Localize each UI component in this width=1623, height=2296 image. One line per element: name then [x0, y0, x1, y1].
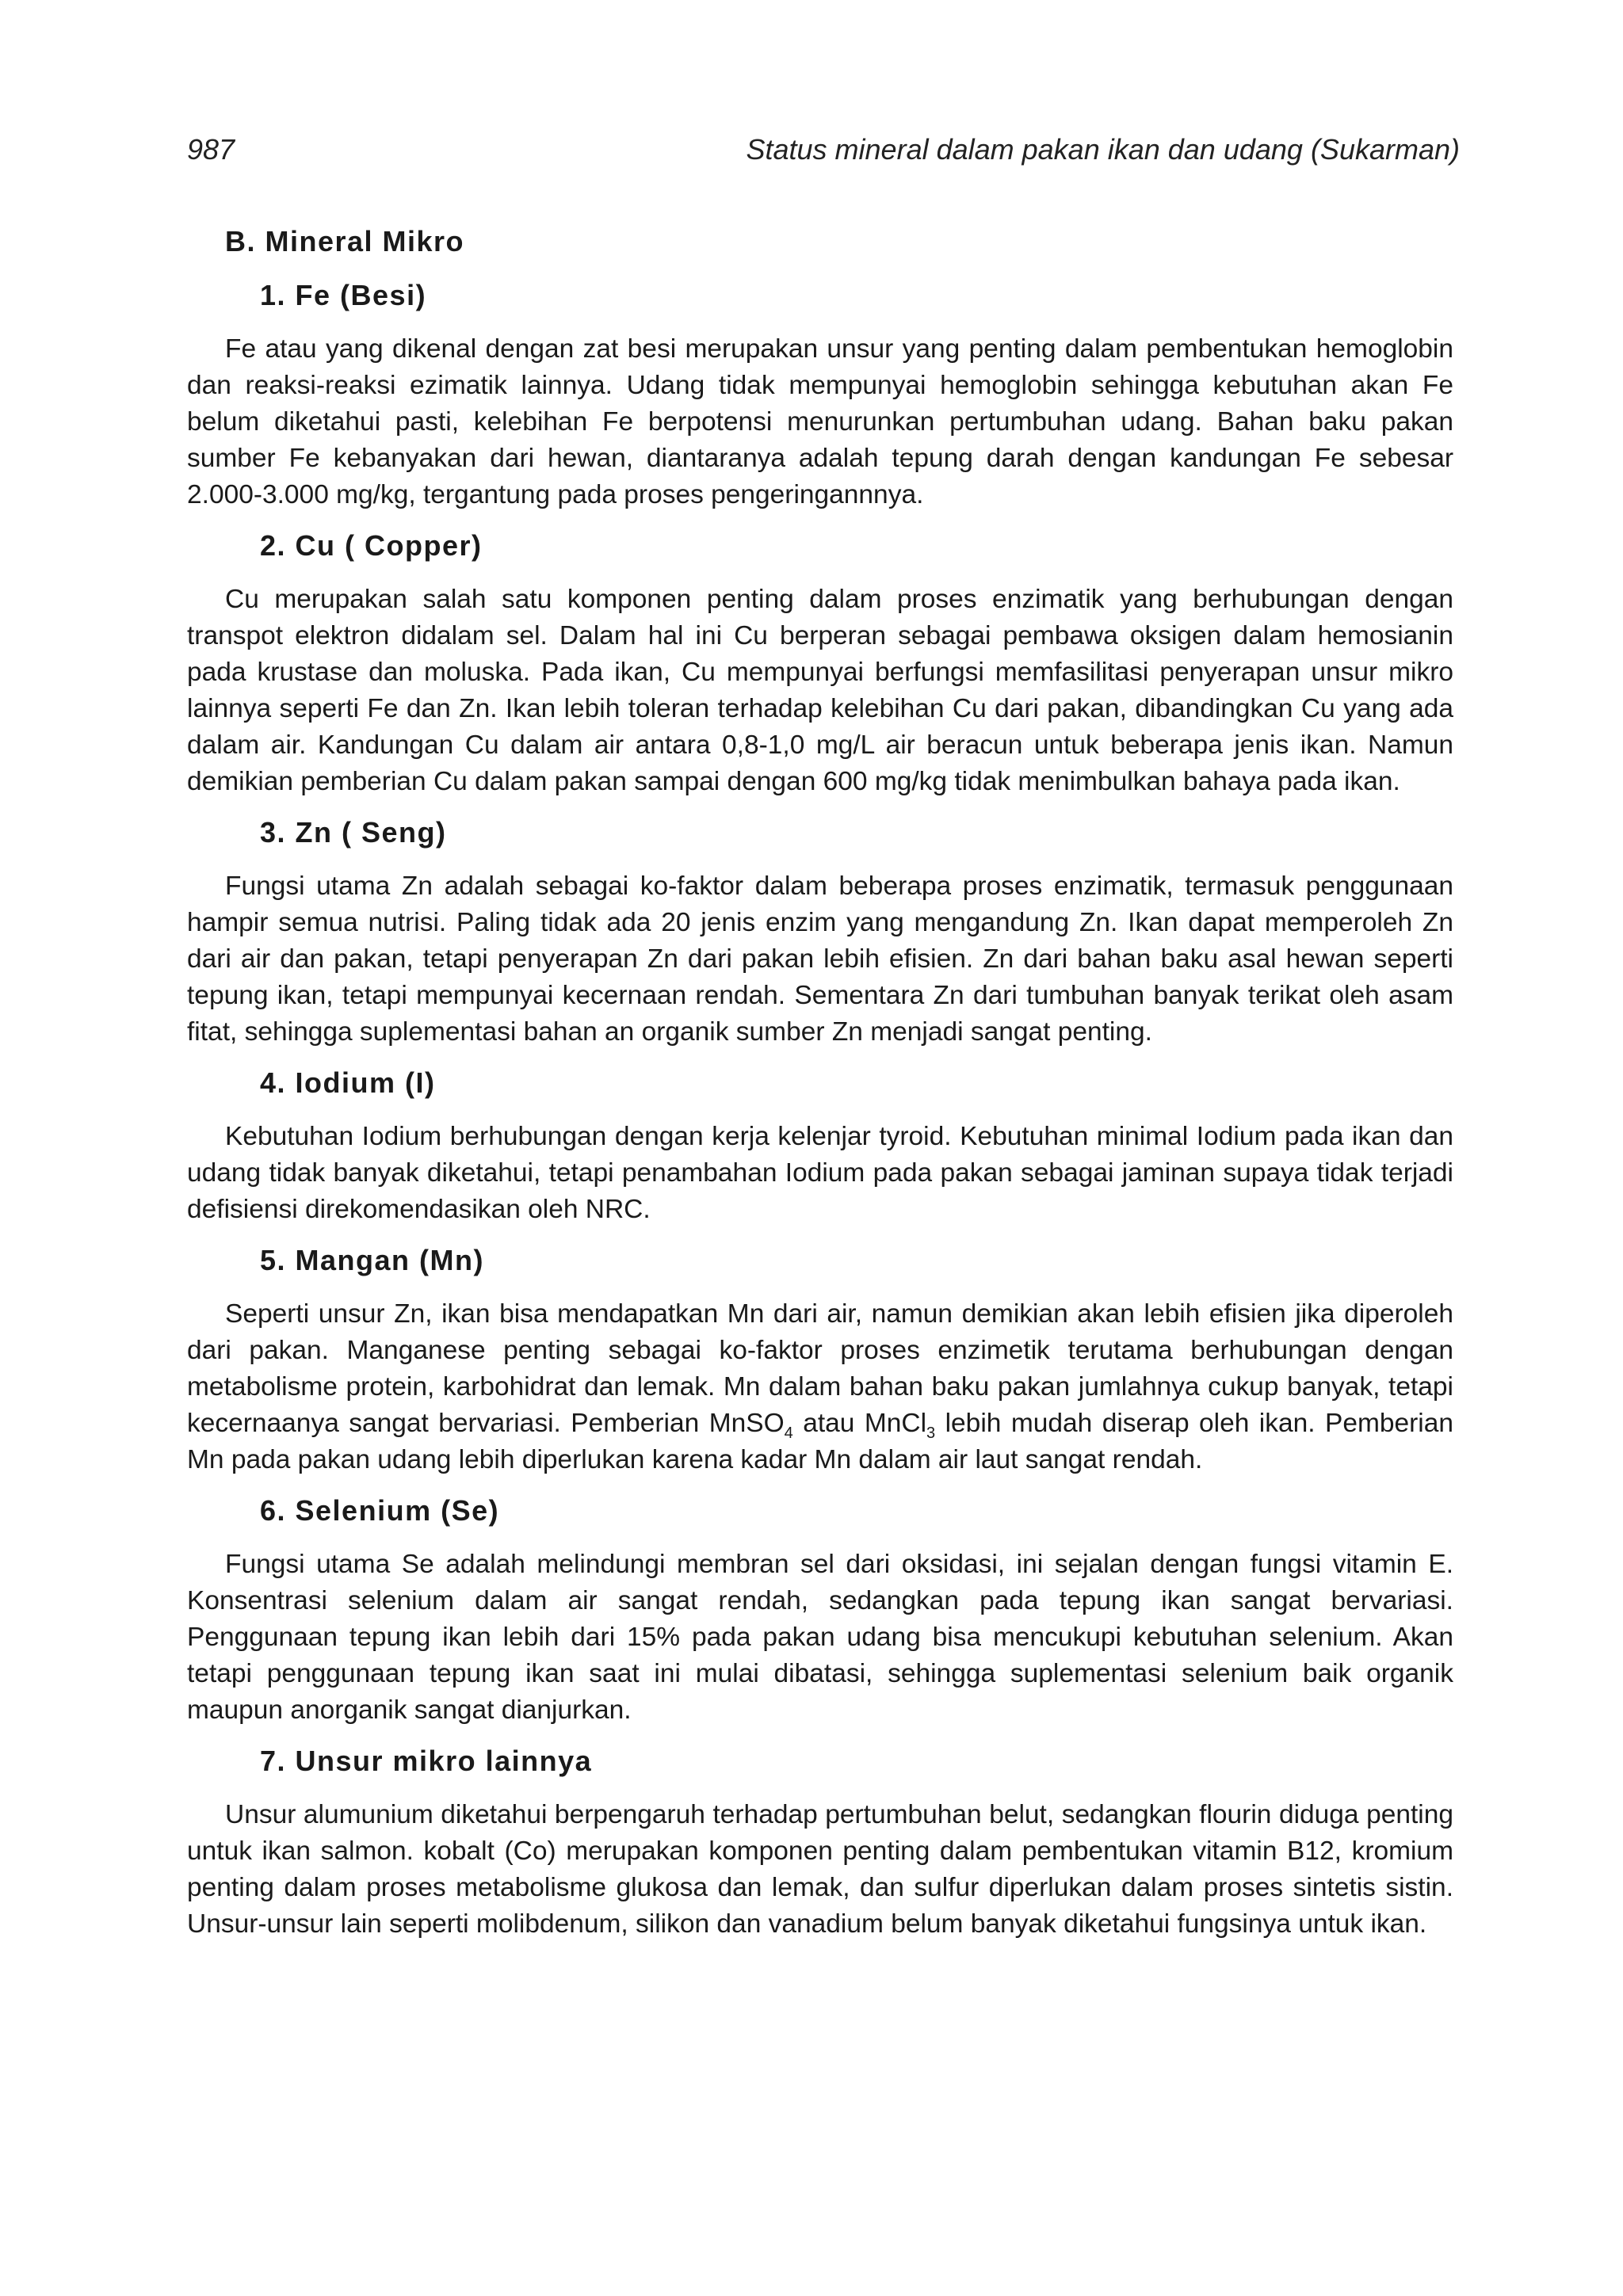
subsection-heading-selenium: 6. Selenium (Se) — [260, 1494, 500, 1527]
subsection-heading-iodium: 4. Iodium (I) — [260, 1066, 436, 1099]
subscript-mncl3: 3 — [926, 1425, 936, 1442]
paragraph-selenium: Fungsi utama Se adalah melindungi membran sel dari oksidasi, ini sejalan dengan fungsi vitamin E. Konsentrasi selenium dalam air sangat rendah, sedangkan pada tepung ikan sangat bervariasi. Penggunaan tepung ikan lebih dari 15% pada pakan udang bisa mencukupi kebutuhan selenium. Akan tetapi penggunaan tepung ikan saat ini mulai dibatasi, sehingga suplementasi selenium baik organik maupun anorganik sangat dianjurkan. — [187, 1550, 1453, 1725]
paragraph-mangan-part-a: Seperti unsur Zn, ikan bisa mendapatkan Mn dari air, namun demikian akan lebih efisien jika diperoleh dari pakan. Manganese penting sebagai ko-faktor proses enzimetik terutama berhubungan dengan metabolisme protein, karbohidrat dan lemak. Mn dalam bahan baku pakan jumlahnya cukup banyak, tetapi kecernaanya sangat bervariasi. Pemberian MnSO — [187, 1299, 1453, 1438]
page-number: 987 — [187, 133, 235, 166]
paragraph-iodium: Kebutuhan Iodium berhubungan dengan kerja kelenjar tyroid. Kebutuhan minimal Iodium pada ikan dan udang tidak banyak diketahui, tetapi penambahan Iodium pada pakan sebagai jaminan supaya tidak terjadi defisiensi direkomendasikan oleh NRC. — [187, 1122, 1453, 1224]
paragraph-zn: Fungsi utama Zn adalah sebagai ko-faktor dalam beberapa proses enzimatik, termasuk penggunaan hampir semua nutrisi. Paling tidak ada 20 jenis enzim yang mengandung Zn. Ikan dapat memperoleh Zn dari air dan pakan, tetapi penyerapan Zn dari pakan lebih efisien. Zn dari bahan baku asal hewan seperti tepung ikan, tetapi mempunyai kecernaan rendah. Sementara Zn dari tumbuhan banyak terikat oleh asam fitat, sehingga suplementasi bahan an organik sumber Zn menjadi sangat penting. — [187, 871, 1453, 1047]
paragraph-cu: Cu merupakan salah satu komponen penting dalam proses enzimatik yang berhubungan dengan transpot elektron didalam sel. Dalam hal ini Cu berperan sebagai pembawa oksigen dalam hemosianin pada krustase dan moluska. Pada ikan, Cu mempunyai berfungsi memfasilitasi penyerapan unsur mikro lainnya seperti Fe dan Zn. Ikan lebih toleran terhadap kelebihan Cu dari pakan, dibandingkan Cu yang ada dalam air. Kandungan Cu dalam air antara 0,8-1,0 mg/L air beracun untuk beberapa jenis ikan. Namun demikian pemberian Cu dalam pakan sampai dengan 600 mg/kg tidak menimbulkan bahaya pada ikan. — [187, 585, 1453, 796]
paragraph-mangan-part-c: lebih mudah diserap oleh ikan. Pemberian Mn pada pakan udang lebih diperlukan karena kadar Mn dalam air laut sangat rendah. — [187, 1409, 1454, 1474]
subsection-heading-mangan: 5. Mangan (Mn) — [260, 1244, 484, 1276]
article-body — [187, 223, 1453, 1957]
subsection-heading-unsur-lainnya: 7. Unsur mikro lainnya — [260, 1745, 593, 1777]
subsection-heading-cu: 2. Cu ( Copper) — [260, 529, 483, 562]
paragraph-mangan — [187, 1296, 1453, 1478]
section-heading: B. Mineral Mikro — [225, 225, 465, 257]
paragraph-mangan-part-b: atau MnCl — [792, 1409, 927, 1438]
paragraph-unsur-lainnya: Unsur alumunium diketahui berpengaruh terhadap pertumbuhan belut, sedangkan flourin diduga penting untuk ikan salmon. kobalt (Co) merupakan komponen penting dalam pembentukan vitamin B12, kromium penting dalam proses metabolisme glukosa dan lemak, dan sulfur diperlukan dalam proses sintetis sistin. Unsur-unsur lain seperti molibdenum, silikon dan vanadium belum banyak diketahui fungsinya untuk ikan. — [187, 1800, 1453, 1939]
subscript-mnso4: 4 — [784, 1425, 793, 1442]
running-title: Status mineral dalam pakan ikan dan udang (Sukarman) — [746, 133, 1460, 166]
paragraph-fe: Fe atau yang dikenal dengan zat besi merupakan unsur yang penting dalam pembentukan hemoglobin dan reaksi-reaksi ezimatik lainnya. Udang tidak mempunyai hemoglobin sehingga kebutuhan akan Fe belum diketahui pasti, kelebihan Fe berpotensi menurunkan pertumbuhan udang. Bahan baku pakan sumber Fe kebanyakan dari hewan, diantaranya adalah tepung darah dengan kandungan Fe sebesar 2.000-3.000 mg/kg, tergantung pada proses pengeringannnya. — [187, 334, 1453, 509]
subsection-heading-fe: 1. Fe (Besi) — [260, 279, 427, 311]
subsection-heading-zn: 3. Zn ( Seng) — [260, 816, 447, 849]
running-header — [187, 132, 1460, 168]
